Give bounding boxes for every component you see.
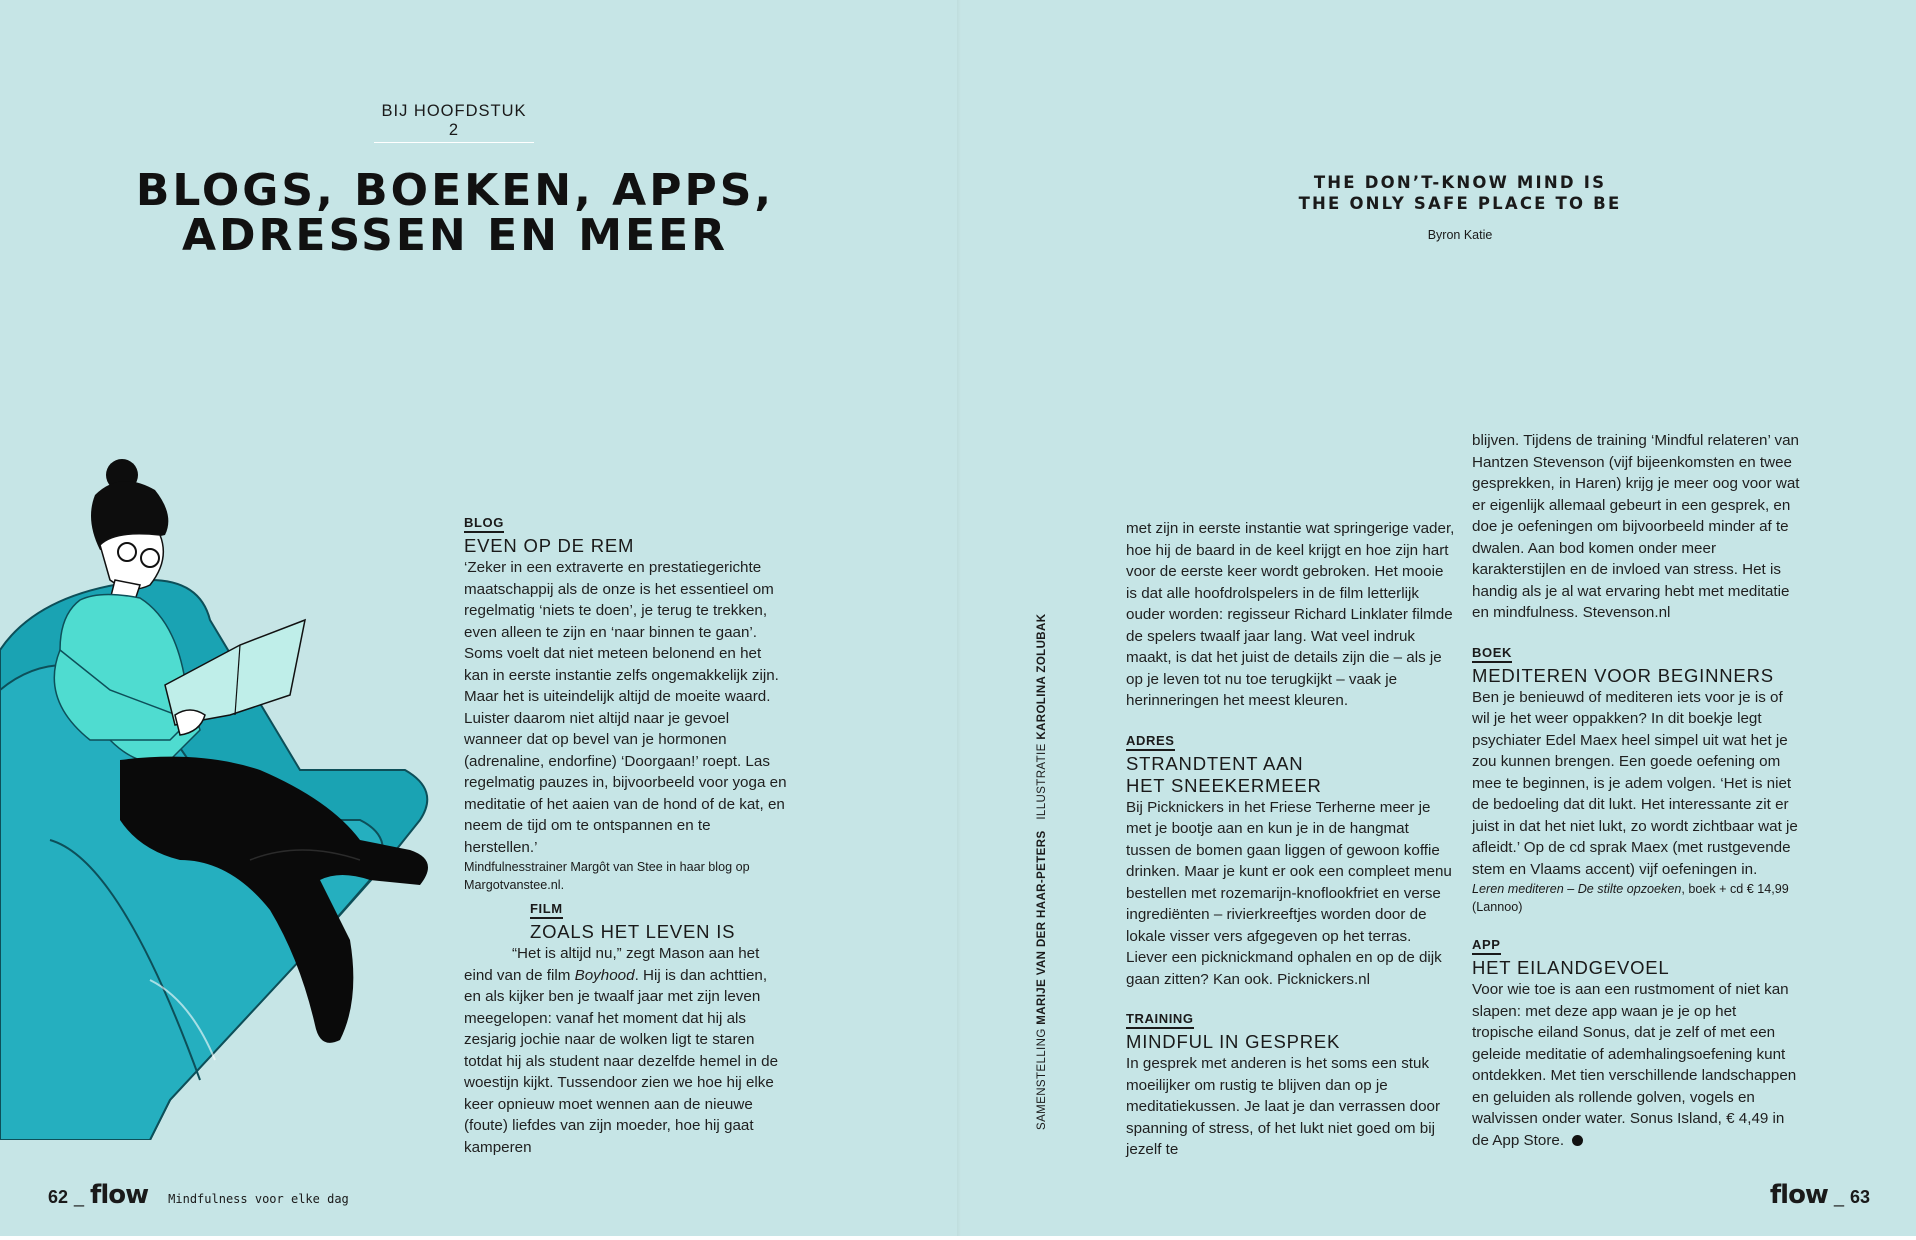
title-line-1: BLOGS, BOEKEN, APPS,: [135, 165, 775, 216]
reading-woman-illustration: [0, 440, 530, 1140]
adres-tag: ADRES: [1126, 733, 1175, 751]
adres-body: Bij Picknickers in het Friese Terherne meer je met je bootje aan en kun je in de hangmat tussen de bomen gaan liggen of gewoon koffie drinken. Maar je kunt er ook een compleet menu bestellen met rozemarijn-knoflookfriet en verse ingrediënten – rivierkreeftjes worden door de lokale visser vers afgegeven op het terras. Liever een picknickmand ophalen en op de dijk gaan zitten? Kan ook. Picknickers.nl: [1126, 798, 1452, 988]
film-body-continued: met zijn in eerste instantie wat springerige vader, hoe hij de baard in de keel krijgt en hoe zijn hart voor de eerste keer wordt gebroken. Het mooie is dat alle hoofdrolspelers in de film letterlijk ouder worden: regisseur Richard Linklater filmde de spelers twaalf jaar lang. Wat veel indruk maakt, is dat het juist de details zijn die – als je op je leven tot nu toe terugkijkt – vaak je herinneringen het meest kleuren.: [1126, 520, 1455, 709]
app-body-text: Voor wie toe is aan een rustmoment of niet kan slapen: met deze app waan je je op het tropische eiland Sonus, dat je zelf of met een geleide meditatie of ademhalingsoefening kunt ontdekken. Met tien verschillende landschappen en geluiden als rollende golven, vogels en walvissen onder water. Sonus Island, € 4,49 in de App Store.: [1472, 981, 1797, 1149]
credit-label-illustratie: ILLUSTRATIE: [1036, 743, 1048, 820]
page-spine: [957, 0, 961, 1236]
app-tag: APP: [1472, 937, 1501, 955]
training-tag: TRAINING: [1126, 1011, 1194, 1029]
credit-label-samenstelling: SAMENSTELLING: [1036, 1028, 1048, 1130]
right-column-1: [1126, 518, 1456, 1181]
film-body: [464, 943, 788, 1158]
page-title: [130, 165, 780, 261]
footer-right: [1770, 1180, 1870, 1210]
pull-quote: [1280, 172, 1640, 214]
blog-credit: Mindfulnesstrainer Margôt van Stee in haar blog op Margotvanstee.nl.: [464, 860, 750, 892]
film-body-part-1: “Het is altijd nu,” zegt Mason aan het eind van de film: [464, 945, 760, 984]
blog-body: ‘Zeker in een extraverte en prestatiegerichte maatschappij als de onze is het essentieel om regelmatig ‘niets te doen’, je terug te trekken, even alleen te zijn en ‘naar binnen te gaan’. Soms voelt dat niet meteen belonend en het kan in eerste instantie zelfs ongemakkelijk zijn. Maar het is uiteindelijk altijd de moeite waard. Luister daarom niet altijd naar je gevoel wanneer dat op bevel van je hormonen (adrenaline, endorfine) ‘Doorgaan!’ roept. Las regelmatig pauzes in, bijvoorbeeld voor yoga en meditatie of het aaien van de hond of de kat, en neem de tijd om te ontspannen en te herstellen.’: [464, 559, 787, 856]
boek-body: Ben je benieuwd of mediteren iets voor je is of wil je het weer oppakken? In dit boekje legt psychiater Edel Maex heel simpel uit wat het je zou kunnen brengen. Een goede oefening om mee te beginnen, is je adem volgen. ‘Het is niet de bedoeling dat dit lukt. Het interessante zit er juist in dat het niet lukt, zo wordt zichtbaar wat je afleidt.’ Op de cd sprak Maex (met rustgevende stem en Vlaams accent) vijf oefeningen in.: [1472, 688, 1798, 878]
credit-name-illustratie: KAROLINA ZOLUBAK: [1036, 613, 1048, 740]
footer-left: [48, 1180, 349, 1210]
boek-credit-rest: , boek + cd € 14,99 (Lannoo): [1472, 882, 1789, 914]
training-body-continued: blijven. Tijdens de training ‘Mindful relateren’ van Hantzen Stevenson (vijf bijeenkomsten en twee gesprekken, in Haren) krijg je meer oog voor wat er eigenlijk allemaal gebeurt in een gesprek, en doe je oefeningen om bijvoorbeeld minder af te dwalen. Aan bod komen onder meer karakterstijlen en de invloed van stress. Het is handig als je al wat ervaring hebt met meditatie en mindfulness. Stevenson.nl: [1472, 432, 1800, 621]
page-number-right: 63: [1849, 1187, 1870, 1207]
app-body: [1472, 979, 1802, 1151]
blog-article: [464, 514, 788, 894]
adres-heading: STRANDTENT AAN HET SNEEKERMEER: [1126, 752, 1322, 796]
footer-dash: _: [1833, 1187, 1844, 1207]
app-heading: HET EILANDGEVOEL: [1472, 957, 1670, 978]
quote-line-1: THE DON’T-KNOW MIND IS: [1313, 173, 1607, 192]
boek-article: [1472, 644, 1802, 917]
title-line-2: ADRESSEN EN MEER: [181, 210, 729, 261]
brand-logo-right: flow: [1769, 1180, 1828, 1210]
adres-article: [1126, 732, 1456, 991]
blog-tag: BLOG: [464, 515, 504, 533]
footer-tagline: Mindfulness voor elke dag: [168, 1192, 349, 1206]
film-article: [464, 900, 788, 1158]
training-heading: MINDFUL IN GESPREK: [1126, 1031, 1341, 1052]
blog-heading: EVEN OP DE REM: [464, 535, 635, 556]
boek-credit: [1472, 880, 1802, 916]
quote-author: Byron Katie: [1427, 228, 1493, 242]
section-divider: [374, 142, 534, 143]
page-number-left: 62: [48, 1187, 69, 1207]
right-column-2: [1472, 430, 1802, 1171]
boek-credit-title: Leren mediteren – De stilte opzoeken: [1472, 882, 1682, 896]
boek-tag: BOEK: [1472, 645, 1512, 663]
film-tag: FILM: [530, 901, 563, 919]
film-body-part-2: . Hij is dan achttien, en als kijker ben je twaalf jaar met zijn leven meegelopen: vanaf het moment dat hij als zesjarig jochie naar de wolken ligt te staren totdat hij als student naar dezelfde hemel in de woestijn kijkt. Tussendoor zien we hoe hij elke keer opnieuw moet wennen aan de nieuwe (foute) liefdes van zijn moeder, hoe hij gaat kamperen: [464, 966, 779, 1156]
quote-line-2: THE ONLY SAFE PLACE TO BE: [1298, 194, 1622, 213]
credit-name-samenstelling: MARIJE VAN DER HAAR-PETERS: [1036, 830, 1048, 1025]
end-mark-icon: [1572, 1135, 1583, 1146]
section-label: BIJ HOOFDSTUK 2: [381, 102, 527, 139]
app-article: [1472, 936, 1802, 1151]
film-heading: ZOALS HET LEVEN IS: [530, 921, 736, 942]
footer-dash: _: [74, 1187, 85, 1207]
brand-logo-left: flow: [90, 1180, 149, 1210]
training-body: In gesprek met anderen is het soms een stuk moeilijker om rustig te blijven dan op je meditatiekussen. Je laat je dan verrassen door spanning of stress, of het lukt niet goed om bij jezelf te: [1126, 1055, 1441, 1158]
film-title-italic: Boyhood: [574, 966, 635, 984]
training-article: [1126, 1010, 1456, 1161]
credits-vertical: [1036, 614, 1048, 1130]
face: [100, 534, 163, 589]
boek-heading: MEDITEREN VOOR BEGINNERS: [1472, 664, 1774, 686]
